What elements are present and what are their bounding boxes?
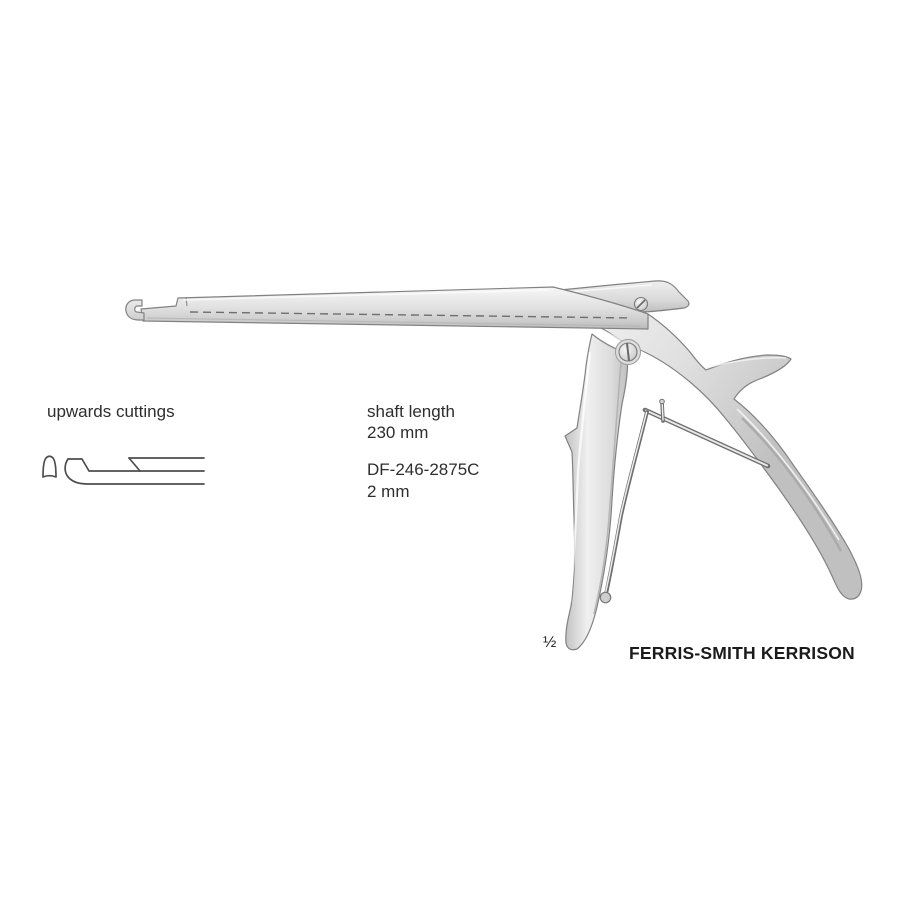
shaft bbox=[141, 287, 648, 329]
shaft-length-label: shaft length bbox=[367, 402, 455, 421]
instrument-drawing bbox=[126, 281, 862, 650]
catalog-number: DF-246-2875C bbox=[367, 460, 480, 479]
pivot-screw-icon bbox=[616, 340, 641, 365]
head-screw-icon bbox=[635, 298, 648, 311]
tip-detail-diagram bbox=[43, 456, 204, 484]
tip-profile-icon bbox=[65, 458, 204, 484]
tip-cross-section-icon bbox=[43, 456, 56, 477]
tip-size-value: 2 mm bbox=[367, 482, 410, 501]
shaft-length-value: 230 mm bbox=[367, 423, 429, 442]
product-name: FERRIS-SMITH KERRISON bbox=[629, 643, 855, 663]
cutting-direction-label: upwards cuttings bbox=[47, 402, 175, 421]
spring-catch-stud bbox=[600, 592, 610, 602]
scale-fraction: ½ bbox=[543, 634, 557, 651]
